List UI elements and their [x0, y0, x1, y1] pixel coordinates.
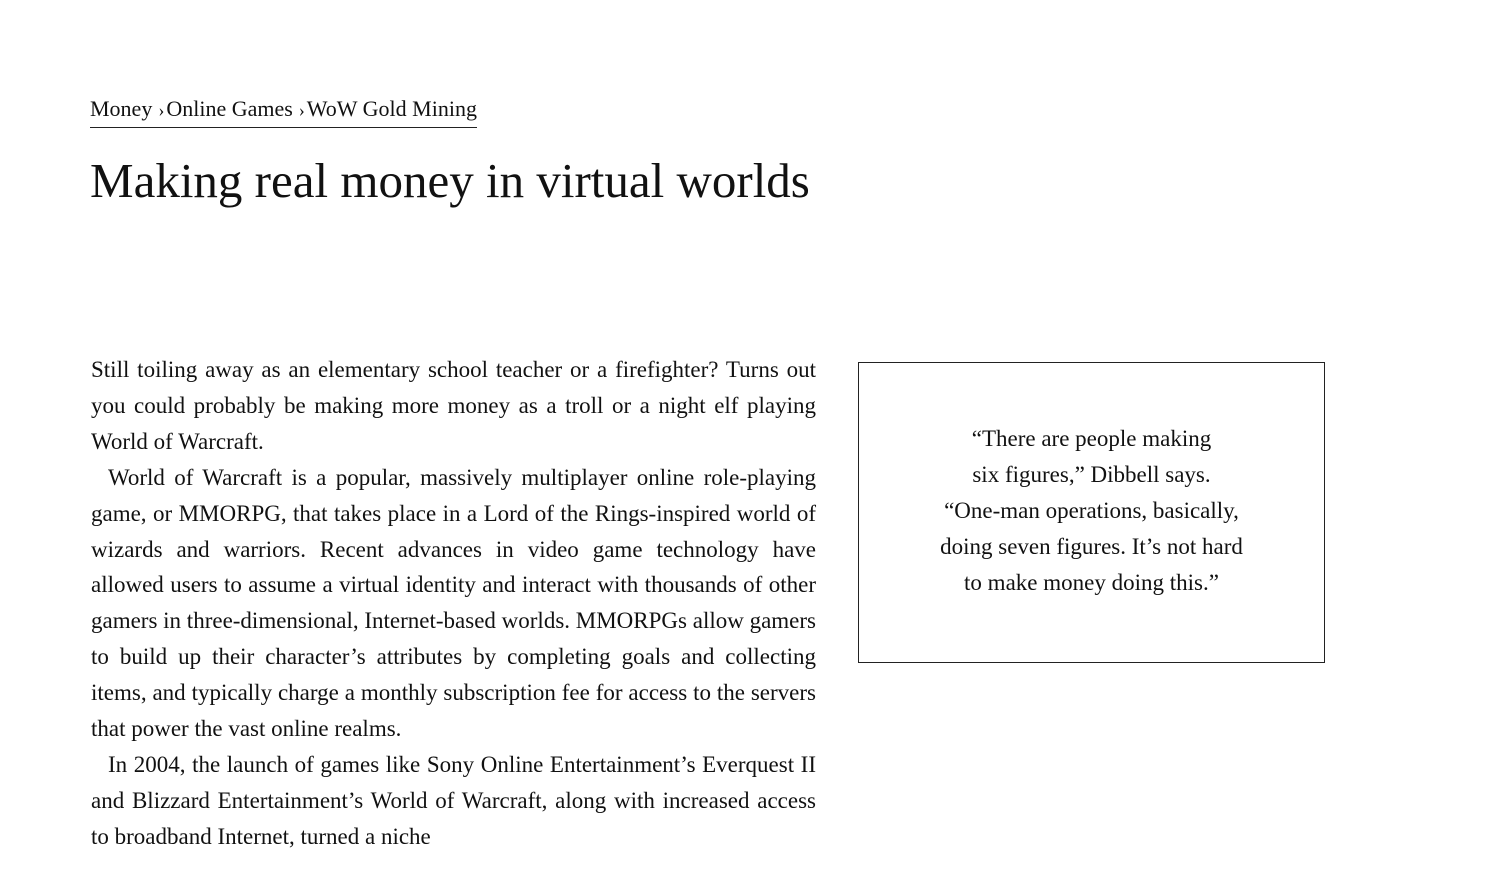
pull-quote-line: “One-man operations, basically,	[944, 497, 1239, 523]
breadcrumb-link-money[interactable]: Money	[90, 96, 153, 121]
article-paragraph-2: World of Warcraft is a popular, massively multiplayer online role-playing game, or MMORPG, that takes place in a Lord of the Rings-inspired world of wizards and warriors. Recent advances in video game technology have allowed users to assume a virtual identity and interact with thousands of other gamers in three-dimensional, Internet-based worlds. MMORPGs allow gamers to build up their character’s attributes by completing goals and collecting items, and typically charge a monthly subscription fee for access to the servers that power the vast online realms.	[91, 464, 816, 742]
breadcrumb-link-online-games[interactable]: Online Games	[166, 96, 293, 121]
article-paragraph-1: Still toiling away as an elementary school teacher or a firefighter? Turns out you could probably be making more money as a troll or a night elf playing World of Warcraft.	[91, 357, 816, 454]
breadcrumb-separator: ›	[158, 100, 165, 120]
page-title: Making real money in virtual worlds	[90, 153, 810, 208]
pull-quote-line: six figures,” Dibbell says.	[972, 461, 1211, 487]
pull-quote-text	[912, 421, 1272, 601]
pull-quote-line: doing seven figures. It’s not hard	[940, 533, 1243, 559]
pull-quote-box	[858, 362, 1325, 663]
breadcrumb	[90, 94, 477, 128]
article-paragraph-3: In 2004, the launch of games like Sony Online Entertainment’s Everquest II and Blizzard Entertainment’s World of Warcraft, along with increased access to broadband Internet, turned a niche	[91, 751, 816, 849]
breadcrumb-separator: ›	[298, 100, 305, 120]
breadcrumb-link-wow-gold-mining[interactable]: WoW Gold Mining	[306, 96, 477, 121]
article-body	[91, 352, 816, 855]
pull-quote-line: to make money doing this.”	[964, 569, 1219, 595]
pull-quote-line: “There are people making	[971, 425, 1212, 451]
